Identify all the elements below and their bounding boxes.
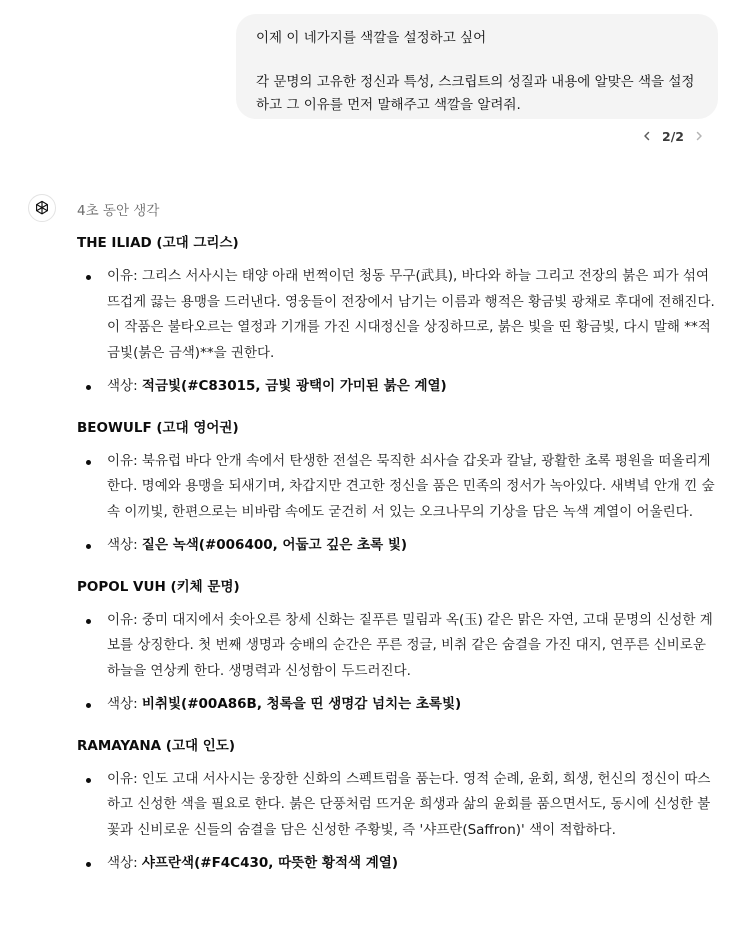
- color-value-popol-vuh: 비취빛(#00A86B, 청록을 띤 생명감 넘치는 초록빛): [141, 696, 462, 712]
- thought-duration-label[interactable]: 4초 동안 생각: [77, 203, 160, 219]
- color-value-ramayana: 샤프란색(#F4C430, 따뜻한 황적색 계열): [141, 855, 398, 871]
- reason-bullet-iliad: 이유: 그리스 서사시는 태양 아래 번쩍이던 청동 무구(武具), 바다와 하늘 그리고 전장의 붉은 피가 섞여 뜨겁게 끓는 용맹을 드러낸다. 영웅들이 전장에서 남기는 이름과 행적은 황금빛 광채로 후대에 전해진다. 이 작품은 불타오르는 열정과 기개를 가진 시대정신을 상징하므로, 붉은 빛을 띤 황금빛, 다시 말해 **적금빛(붉은 금색)**을 권한다.: [77, 264, 722, 366]
- reason-bullet-ramayana: 이유: 인도 고대 서사시는 웅장한 신화의 스펙트럼을 품는다. 영적 순례, 윤회, 희생, 헌신의 정신이 따스하고 신성한 색을 필요로 한다. 붉은 단풍처럼 뜨거운 희생과 삶의 윤회를 품으면서도, 동시에 신성한 불꽃과 신비로운 신들의 숨결을 담은 신성한 주황빛, 즉 '샤프란(Saffron)' 색이 적합하다.: [77, 767, 722, 844]
- color-prefix: 색상:: [107, 378, 142, 394]
- user-message-line-2: 각 문명의 고유한 정신과 특성, 스크립트의 성질과 내용에 알맞은 색을 설정하고 그 이유를 먼저 말해주고 색깔을 알려줘.: [256, 74, 695, 113]
- color-bullet-popol-vuh: [77, 692, 722, 718]
- reason-bullet-popol-vuh: 이유: 중미 대지에서 솟아오른 창세 신화는 짙푸른 밀림과 옥(玉) 같은 맑은 자연, 고대 문명의 신성한 계보를 상징한다. 첫 번째 생명과 숭배의 순간은 푸른 정글, 비취 같은 숨결을 가진 대지, 연푸른 신비로운 하늘을 연상케 한다. 생명력과 신성함이 두드러진다.: [77, 608, 722, 685]
- color-bullet-ramayana: [77, 851, 722, 877]
- response-pager: [640, 126, 706, 146]
- color-prefix: 색상:: [107, 696, 142, 712]
- section-title-beowulf: BEOWULF (고대 영어권): [77, 419, 239, 436]
- color-prefix: 색상:: [107, 855, 142, 871]
- openai-logo-icon: [33, 199, 51, 217]
- section-title-ramayana: RAMAYANA (고대 인도): [77, 737, 236, 754]
- user-message-bubble: [236, 14, 718, 119]
- color-bullet-iliad: [77, 374, 722, 400]
- reason-bullet-beowulf: 이유: 북유럽 바다 안개 속에서 탄생한 전설은 묵직한 쇠사슬 갑옷과 칼날, 광활한 초록 평원을 떠올리게 한다. 명예와 용맹을 되새기며, 차갑지만 견고한 정신을 품은 민족의 정서가 녹아있다. 새벽녘 안개 낀 숲 속 이끼빛, 한편으로는 비바람 속에도 굳건히 서 있는 오크나무의 기상을 담은 녹색 계열이 어울린다.: [77, 449, 722, 526]
- pager-count: 2/2: [662, 128, 684, 144]
- section-title-popol-vuh: POPOL VUH (키체 문명): [77, 578, 240, 595]
- color-prefix: 색상:: [107, 537, 142, 553]
- assistant-avatar: [28, 194, 56, 222]
- section-title-iliad: THE ILIAD (고대 그리스): [77, 235, 239, 251]
- color-value-beowulf: 짙은 녹색(#006400, 어둡고 깊은 초록 빛): [141, 537, 408, 553]
- assistant-response: [77, 232, 722, 877]
- chevron-right-icon[interactable]: [692, 129, 706, 143]
- chevron-left-icon[interactable]: [640, 129, 654, 143]
- color-value-iliad: 적금빛(#C83015, 금빛 광택이 가미된 붉은 계열): [141, 378, 447, 394]
- color-bullet-beowulf: [77, 533, 722, 559]
- user-message-line-1: 이제 이 네가지를 색깔을 설정하고 싶어: [256, 30, 487, 46]
